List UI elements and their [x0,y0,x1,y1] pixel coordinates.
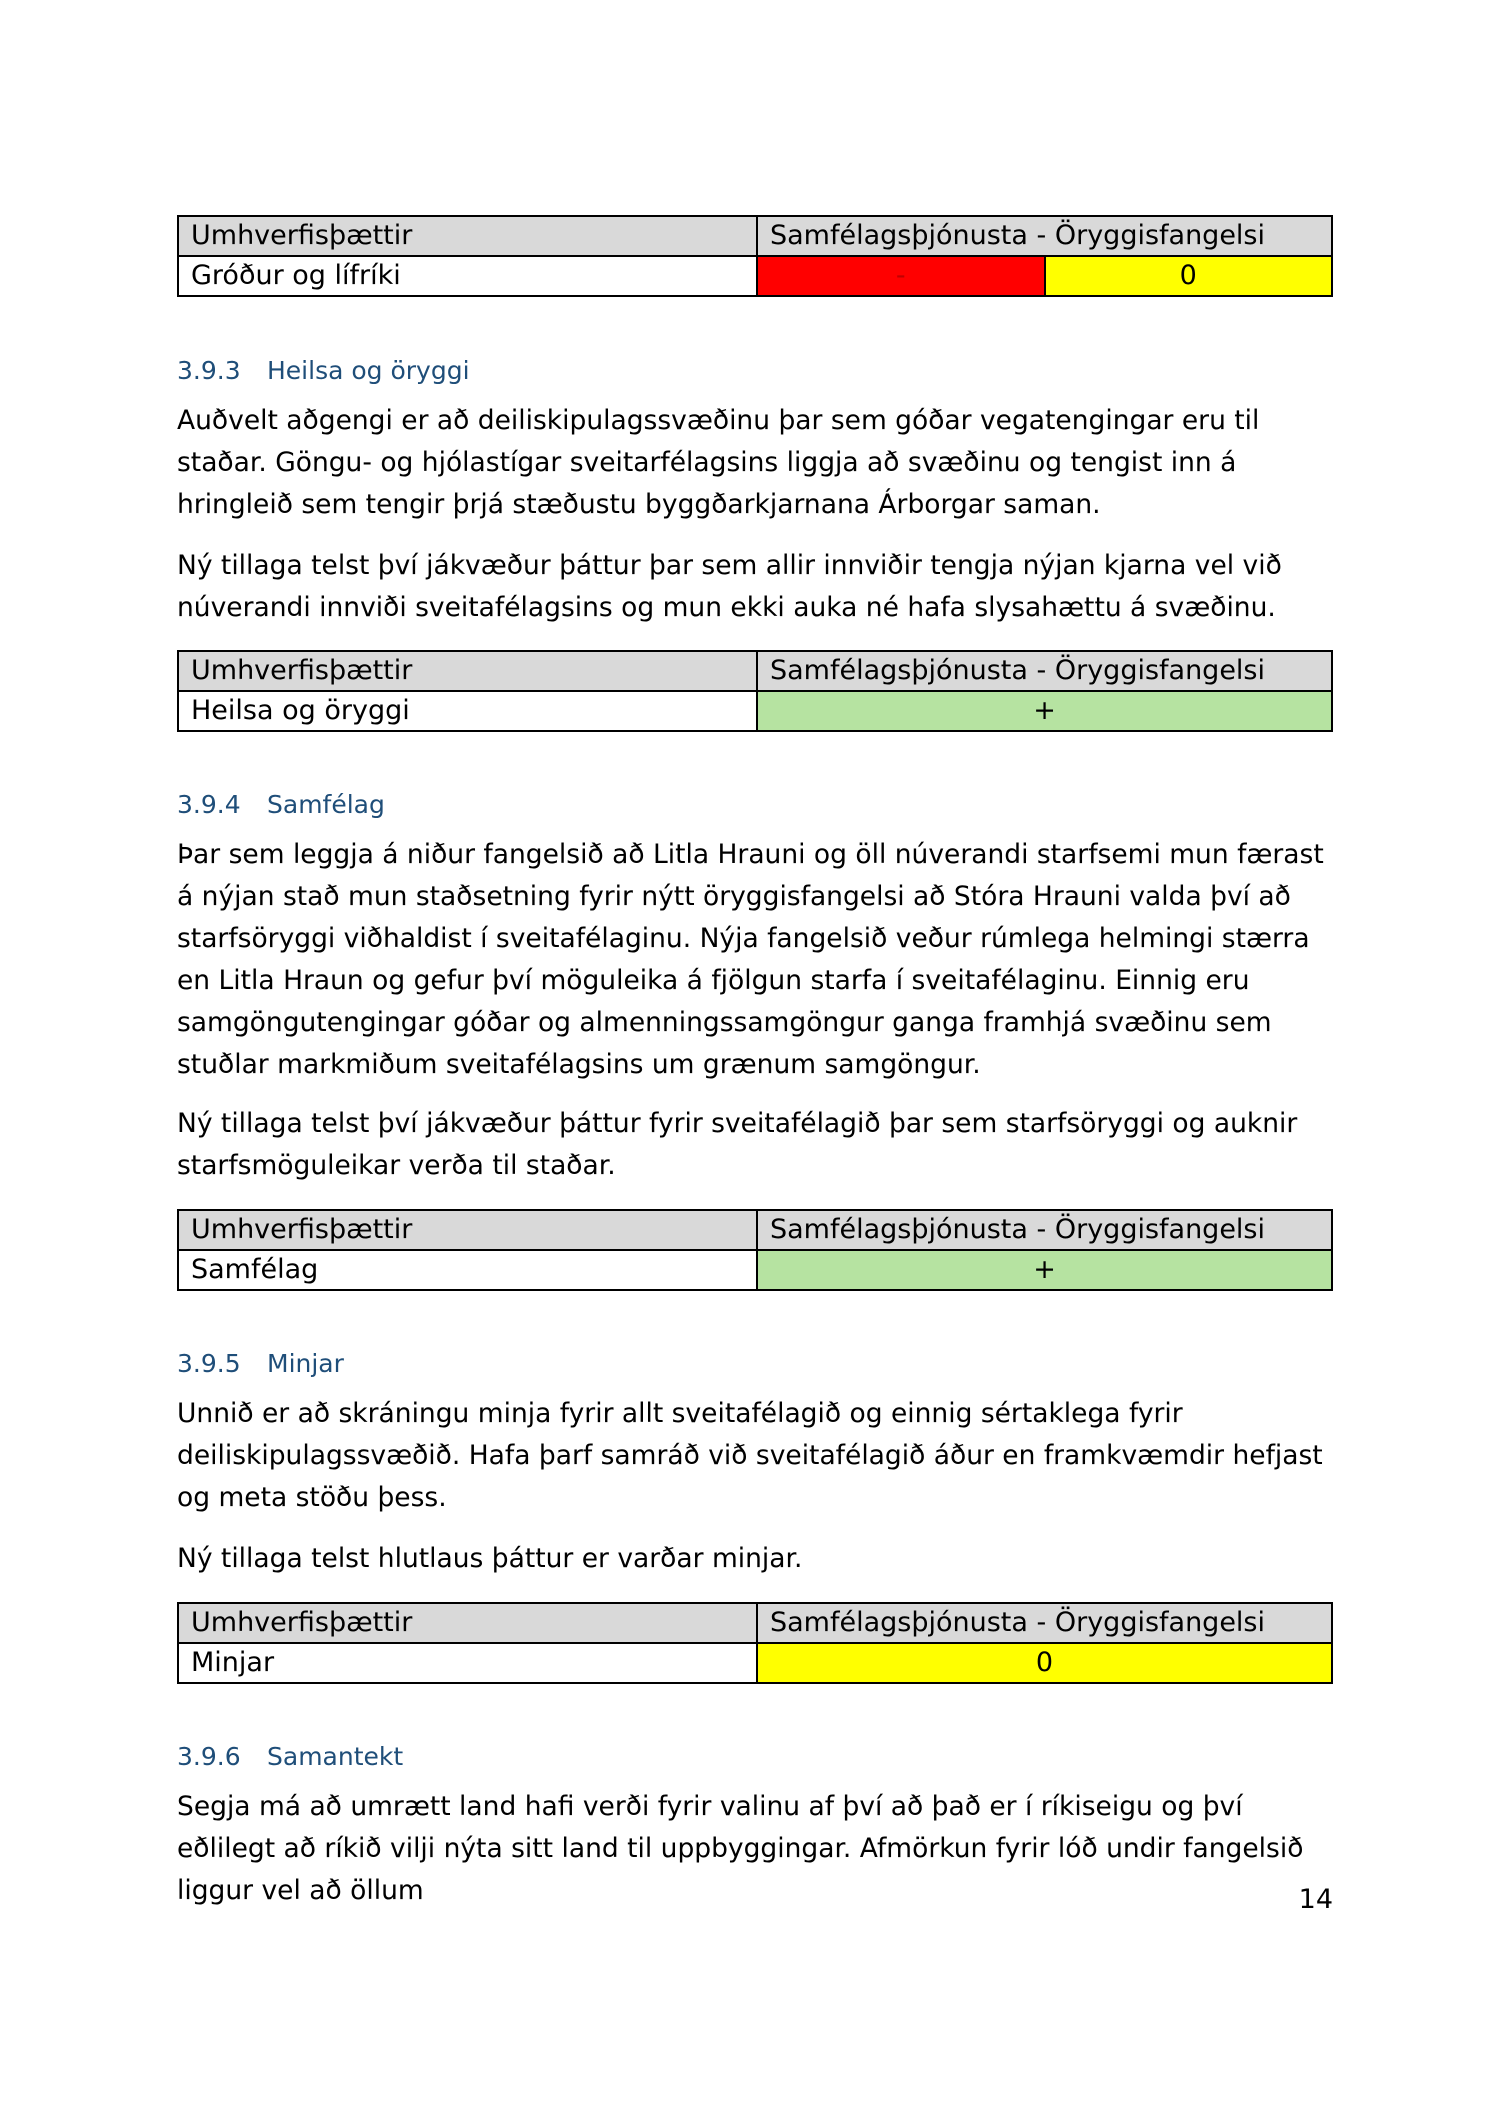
table-row [178,1250,1332,1290]
table-header-row [178,216,1332,256]
rating-cell-negative [757,256,1045,296]
section-title: Minjar [267,1349,344,1378]
rating-cell-neutral: 0 [1045,256,1333,296]
section-number: 3.9.5 [177,1349,241,1378]
header-cell-factors: Umhverfisþættir [178,1210,757,1250]
impact-table-grodur [177,215,1333,297]
row-label: Heilsa og öryggi [178,691,757,731]
header-cell-option: Samfélagsþjónusta - Öryggisfangelsi [757,1210,1332,1250]
table-header-row [178,1210,1332,1250]
table-row [178,1643,1332,1683]
section-heading-3-9-3 [177,356,470,386]
section-number: 3.9.4 [177,790,241,819]
paragraph: Ný tillaga telst því jákvæður þáttur þar sem allir innviðir tengja nýjan kjarna vel við núverandi innviði sveitafélagsins og mun ekki auka né hafa slysahættu á svæðinu. [177,550,1282,623]
row-label: Samfélag [178,1250,757,1290]
header-cell-factors: Umhverfisþættir [178,216,757,256]
rating-value: - [895,260,906,291]
paragraph: Ný tillaga telst því jákvæður þáttur fyrir sveitafélagið þar sem starfsöryggi og auknir starfsmöguleikar verða til staðar. [177,1108,1298,1181]
page-number: 14 [1298,1884,1333,1915]
header-cell-option: Samfélagsþjónusta - Öryggisfangelsi [757,216,1332,256]
table-row [178,256,1332,296]
paragraph: Segja má að umrætt land hafi verði fyrir valinu af því að það er í ríkiseigu og því eðlilegt að ríkið vilji nýta sitt land til uppbyggingar. Afmörkun fyrir lóð undir fangelsið liggur vel að öllum [177,1791,1304,1906]
header-cell-factors: Umhverfisþættir [178,651,757,691]
table-row [178,691,1332,731]
row-label: Gróður og lífríki [178,256,757,296]
rating-cell-neutral: 0 [757,1643,1332,1683]
impact-table-heilsa [177,650,1333,732]
section-heading-3-9-6 [177,1742,403,1772]
paragraph: Unnið er að skráningu minja fyrir allt sveitafélagið og einnig sértaklega fyrir deiliskipulagssvæðið. Hafa þarf samráð við sveitafélagið áður en framkvæmdir hefjast og meta stöðu þess. [177,1398,1323,1513]
section-heading-3-9-4 [177,790,385,820]
paragraph: Ný tillaga telst hlutlaus þáttur er varðar minjar. [177,1543,803,1574]
section-heading-3-9-5 [177,1349,344,1379]
section-title: Heilsa og öryggi [267,356,470,385]
header-cell-factors: Umhverfisþættir [178,1603,757,1643]
rating-cell-positive: + [757,691,1332,731]
section-title: Samfélag [267,790,385,819]
section-number: 3.9.6 [177,1742,241,1771]
header-cell-option: Samfélagsþjónusta - Öryggisfangelsi [757,651,1332,691]
table-header-row [178,1603,1332,1643]
table-header-row [178,651,1332,691]
section-title: Samantekt [267,1742,404,1771]
header-cell-option: Samfélagsþjónusta - Öryggisfangelsi [757,1603,1332,1643]
rating-cell-positive: + [757,1250,1332,1290]
impact-table-samfelag [177,1209,1333,1291]
impact-table-minjar [177,1602,1333,1684]
row-label: Minjar [178,1643,757,1683]
paragraph: Þar sem leggja á niður fangelsið að Litla Hrauni og öll núverandi starfsemi mun færast á nýjan stað mun staðsetning fyrir nýtt öryggisfangelsi að Stóra Hrauni valda því að starfsöryggi viðhaldist í sveitafélaginu. Nýja fangelsið veður rúmlega helmingi stærra en Litla Hraun og gefur því möguleika á fjölgun starfa í sveitafélaginu. Einnig eru samgöngutengingar góðar og almenningssamgöngur ganga framhjá svæðinu sem stuðlar markmiðum sveitafélagsins um grænum samgöngur. [177,839,1324,1080]
paragraph: Auðvelt aðgengi er að deiliskipulagssvæðinu þar sem góðar vegatengingar eru til staðar. Göngu- og hjólastígar sveitarfélagsins liggja að svæðinu og tengist inn á hringleið sem tengir þrjá stæðustu byggðarkjarnana Árborgar saman. [177,405,1260,520]
section-number: 3.9.3 [177,356,241,385]
